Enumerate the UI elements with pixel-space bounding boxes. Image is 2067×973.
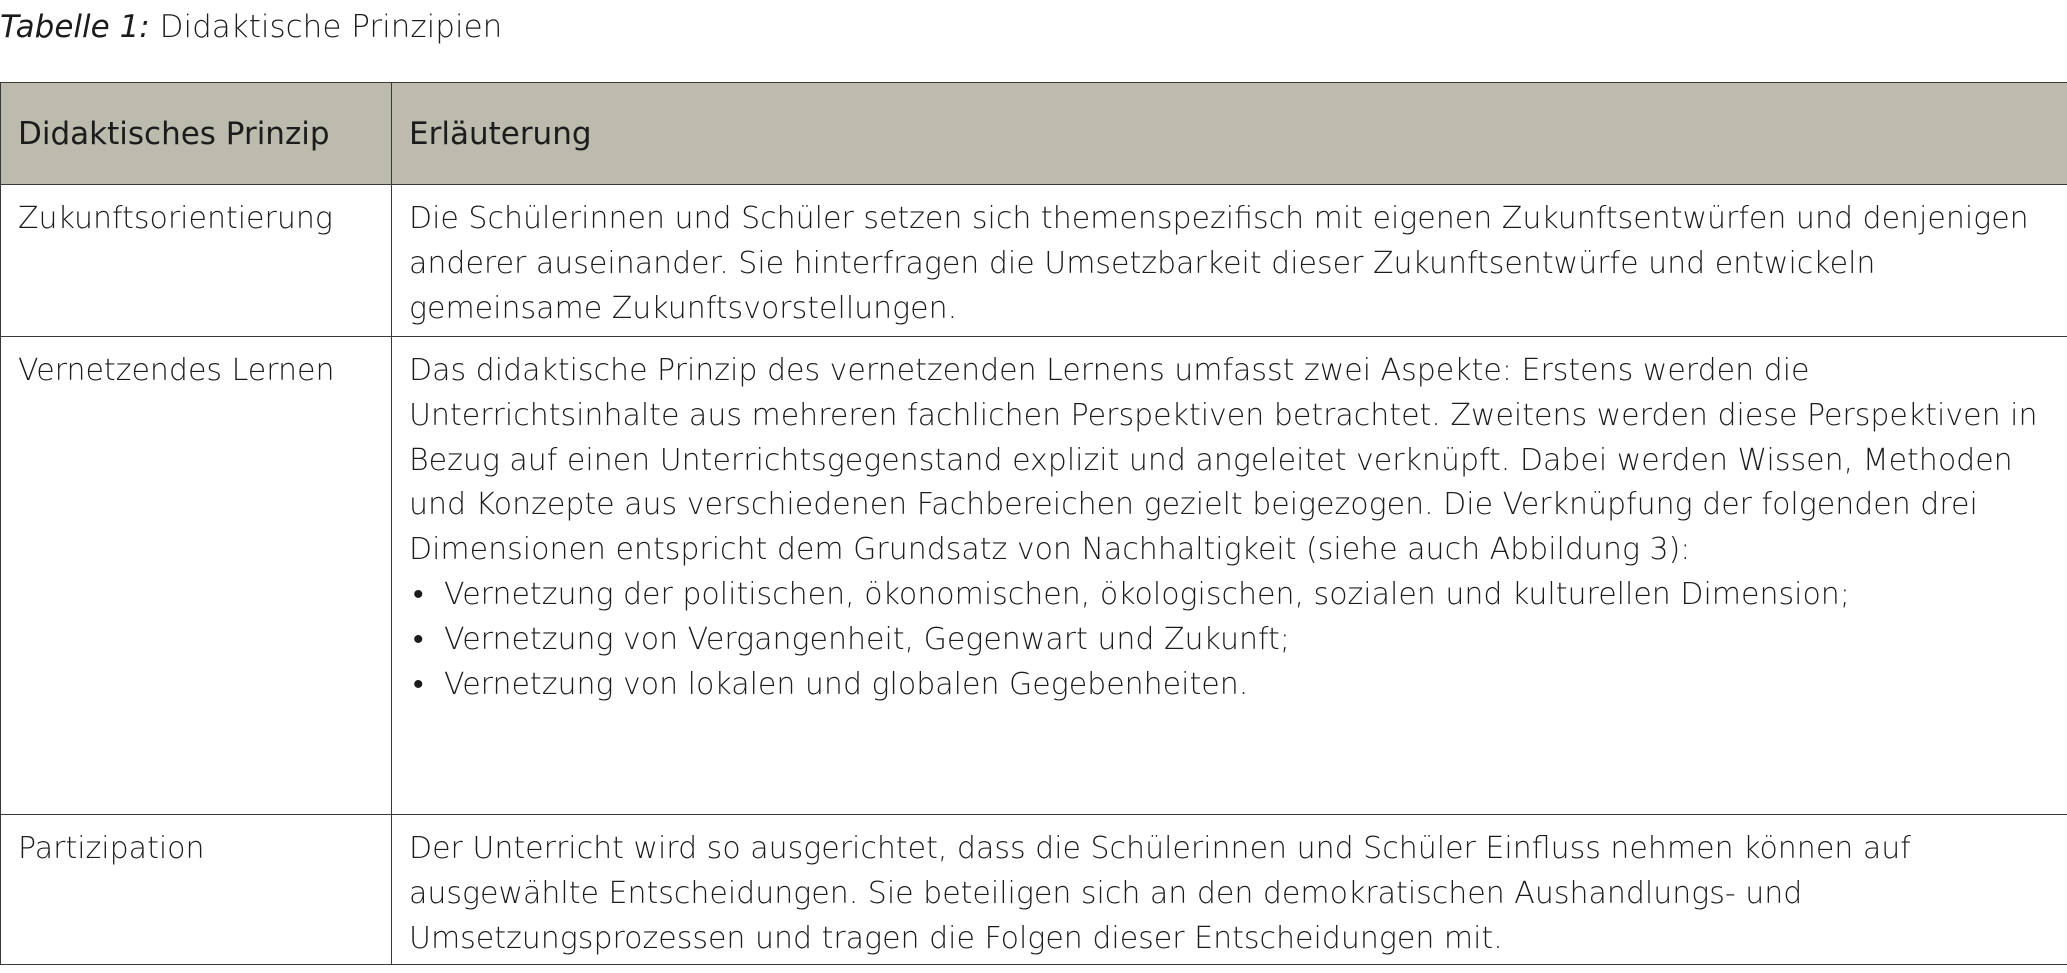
list-item	[409, 573, 2053, 618]
caption-label: Tabelle 1:	[0, 9, 150, 45]
header-principle: Didaktisches Prinzip	[1, 83, 392, 185]
explanation-text: Der Unterricht wird so ausgerichtet, dass die Schülerinnen und Schüler Einfluss nehmen können auf ausgewählte Entscheidungen. Sie beteiligen sich an den demokratischen Aushandlungs- und Umsetzungsprozessen und tragen die Folgen dieser Entscheidungen mit.	[409, 831, 1911, 956]
principle-cell: Zukunftsorientierung	[1, 185, 392, 337]
explanation-text: Das didaktische Prinzip des vernetzenden Lernens umfasst zwei Aspekte: Erstens werden die Unterrichtsinhalte aus mehreren fachlichen Perspektiven betrachtet. Zweitens werden diese Perspektiven in Bezug auf einen Unterrichtsgegenstand explizit und angeleitet verknüpft. Dabei werden Wissen, Methoden und Konzepte aus verschiedenen Fachbereichen gezielt beigezogen. Die Verknüpfung der folgenden drei Dimensionen entspricht dem Grundsatz von Nachhaltigkeit (siehe auch Abbildung 3):	[409, 353, 2038, 568]
explanation-cell	[392, 185, 2067, 337]
header-explanation: Erläuterung	[392, 83, 2067, 185]
principles-table	[0, 82, 2067, 965]
list-item-text: Vernetzung von lokalen und globalen Gegebenheiten.	[444, 666, 1249, 702]
list-item-text: Vernetzung der politischen, ökonomischen, ökologischen, sozialen und kulturellen Dimension;	[444, 576, 1850, 612]
explanation-text: Die Schülerinnen und Schüler setzen sich themenspezifisch mit eigenen Zukunftsentwürfen und denjenigen anderer auseinander. Sie hinterfragen die Umsetzbarkeit dieser Zukunftsentwürfe und entwickeln gemeinsame Zukunftsvorstellungen.	[409, 201, 2029, 326]
caption-title: Didaktische Prinzipien	[159, 9, 503, 45]
list-item	[409, 663, 2053, 708]
principle-cell: Partizipation	[1, 815, 392, 965]
list-item	[409, 618, 2053, 663]
explanation-cell	[392, 337, 2067, 815]
table-header-row	[1, 83, 2067, 185]
table-row	[1, 815, 2067, 965]
dimension-list	[409, 573, 2053, 707]
bullet-icon: •	[413, 621, 424, 657]
explanation-cell	[392, 815, 2067, 965]
bullet-icon: •	[413, 576, 424, 612]
table-row	[1, 185, 2067, 337]
table-caption	[0, 6, 502, 48]
list-item-text: Vernetzung von Vergangenheit, Gegenwart und Zukunft;	[444, 621, 1290, 657]
table-row	[1, 337, 2067, 815]
bullet-icon: •	[413, 666, 424, 702]
principle-cell: Vernetzendes Lernen	[1, 337, 392, 815]
